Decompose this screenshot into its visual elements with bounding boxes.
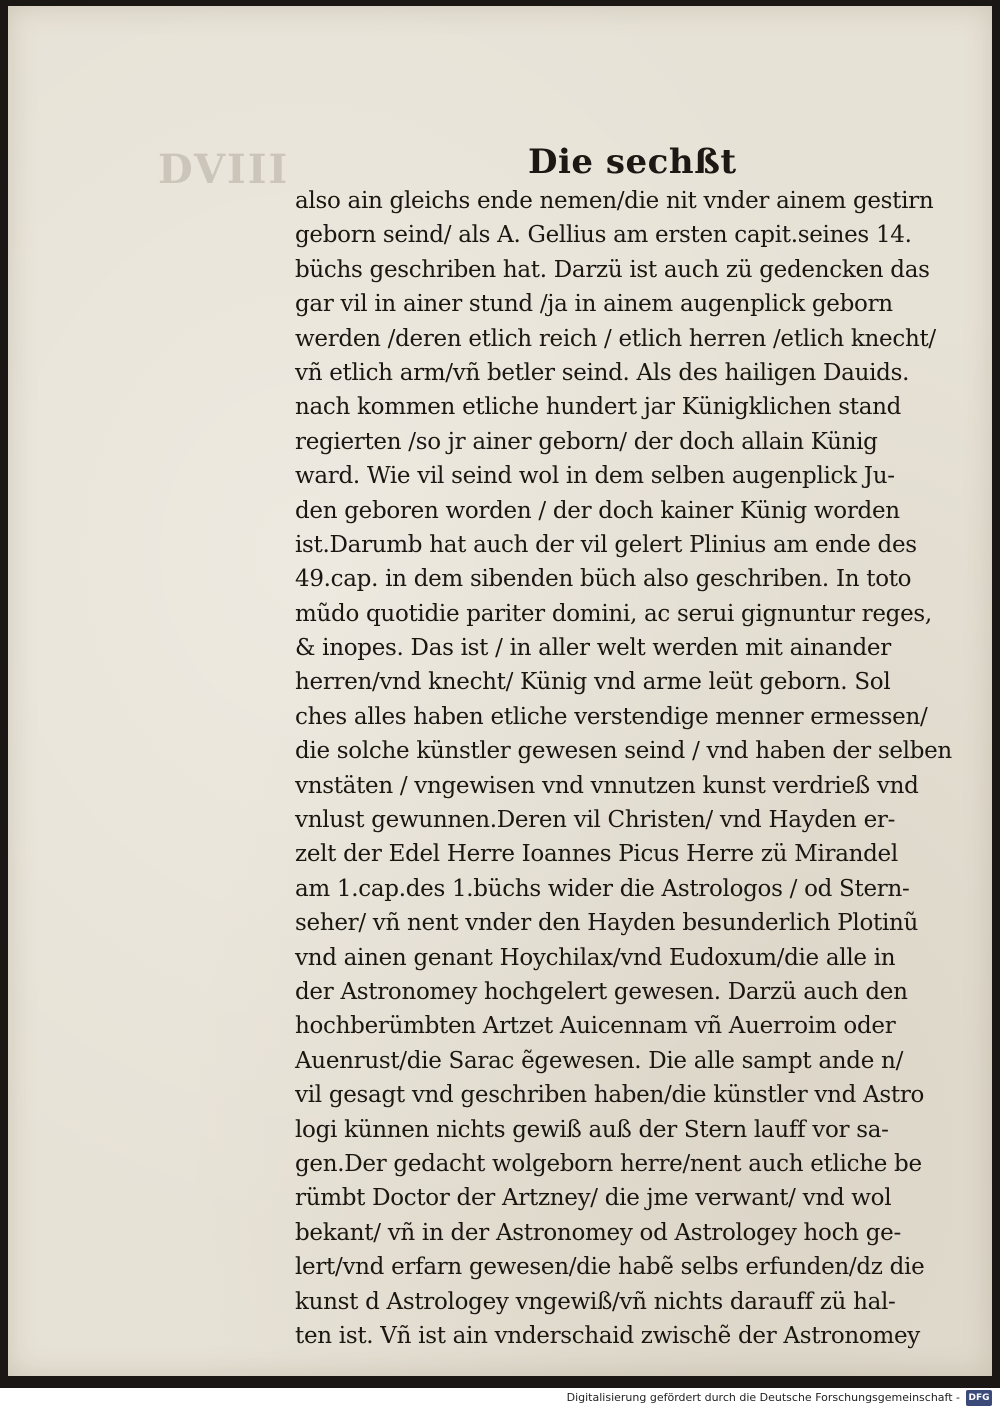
- text-line: zelt der Edel Herre Ioannes Picus Herre zü Mirandel: [295, 841, 898, 868]
- text-line: also ain gleichs ende nemen/die nit vnder ainem gestirn: [295, 188, 934, 214]
- footer: [0, 1388, 1000, 1410]
- text-line: ist.Darumb hat auch der vil gelert Plinius am ende des: [295, 531, 917, 558]
- text-line: gar vil in ainer stund /ja in ainem augenplick geborn: [295, 291, 893, 318]
- text-line: werden /deren etlich reich / etlich herren /etlich knecht/: [295, 325, 936, 352]
- text-line: logi künnen nichts gewiß auß der Stern lauff vor sa-: [295, 1116, 889, 1143]
- text-line: vnlust gewunnen.Deren vil Christen/ vnd Hayden er-: [295, 807, 896, 834]
- text-line: ches alles haben etliche verstendige menner ermessen/: [295, 703, 928, 730]
- text-line: Auenrust/die Sarac ẽgewesen. Die alle sampt ande n/: [295, 1047, 904, 1074]
- text-line: büchs geschriben hat. Darzü ist auch zü gedencken das: [295, 256, 930, 283]
- text-line: hochberümbten Artzet Auicennam vñ Auerroim oder: [295, 1013, 896, 1040]
- text-line: 49.cap. in dem sibenden büch also geschriben. In toto: [295, 566, 912, 593]
- text-line: lert/vnd erfarn gewesen/die habẽ selbs erfunden/dz die: [295, 1254, 925, 1281]
- text-line: nach kommen etliche hundert jar Künigklichen stand: [295, 394, 902, 421]
- funding-notice: Digitalisierung gefördert durch die Deutsche Forschungsgemeinschaft -: [566, 1391, 960, 1404]
- text-line: vil gesagt vnd geschriben haben/die künstler vnd Astro: [295, 1082, 925, 1109]
- dfg-logo: DFG: [966, 1390, 992, 1406]
- text-line: & inopes. Das ist / in aller welt werden mit ainander: [295, 635, 891, 662]
- text-line: den geboren worden / der doch kainer Künig worden: [295, 497, 900, 524]
- text-block: [295, 184, 955, 1353]
- book-page: [8, 6, 992, 1376]
- text-line: vnd ainen genant Hoychilax/vnd Eudoxum/die alle in: [295, 944, 896, 971]
- text-line: mũdo quotidie pariter domini, ac serui gignuntur reges,: [295, 600, 932, 627]
- text-line: regierten /so jr ainer geborn/ der doch allain Künig: [295, 428, 878, 455]
- text-line: ward. Wie vil seind wol in dem selben augenplick Ju-: [295, 463, 895, 490]
- text-line: der Astronomey hochgelert gewesen. Darzü auch den: [295, 978, 908, 1005]
- text-line: ten ist. Vñ ist ain vnderschaid zwischẽ der Astronomey: [295, 1322, 920, 1349]
- text-line: vñ etlich arm/vñ betler seind. Als des hailigen Dauids.: [295, 359, 910, 386]
- text-line: herren/vnd knecht/ Künig vnd arme leüt geborn. Sol: [295, 669, 891, 696]
- text-line: seher/ vñ nent vnder den Hayden besunderlich Plotinũ: [295, 910, 919, 937]
- text-line: bekant/ vñ in der Astronomey od Astrologey hoch ge-: [295, 1219, 901, 1246]
- text-line: die solche künstler gewesen seind / vnd haben der selben: [295, 738, 952, 765]
- text-line: am 1.cap.des 1.büchs wider die Astrologos / od Stern-: [295, 875, 910, 902]
- text-line: geborn seind/ als A. Gellius am ersten capit.seines 14.: [295, 222, 912, 249]
- text-line: gen.Der gedacht wolgeborn herre/nent auch etliche be: [295, 1150, 922, 1177]
- show-through-text: DVIII: [158, 146, 290, 193]
- text-line: rümbt Doctor der Artzney/ die jme verwant/ vnd wol: [295, 1185, 892, 1212]
- text-line: kunst d Astrologey vngewiß/vñ nichts darauff zü hal-: [295, 1288, 896, 1315]
- text-line: vnstäten / vngewisen vnd vnnutzen kunst verdrieß vnd: [295, 772, 919, 799]
- running-head: Die sechßt: [528, 142, 737, 182]
